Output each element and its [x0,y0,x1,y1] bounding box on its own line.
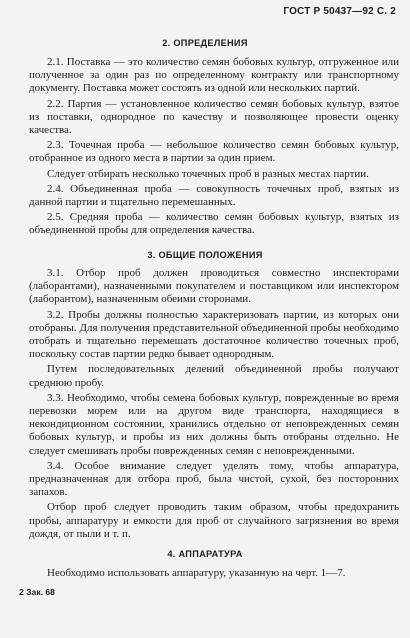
paragraph-2-1: 2.1. Поставка — это количество семян бобовых культур, отгруженное или полученное за один раз по определенному контракту или транспортному документу. Поставка может состоять из одной или нескольких партий. [29,56,399,95]
paragraph-2-4: 2.4. Объединенная проба — совокупность точечных проб, взятых из данной партии и тщательно перемешанных. [29,182,399,209]
page-header: ГОСТ Р 50437—92 С. 2 [283,6,396,17]
paragraph-3-2-note: Путем последовательных делений объединенной пробы получают среднюю пробу. [29,363,399,389]
paragraph-2-2: 2.2. Партия — установленное количество семян бобовых культур, взятое из поставки, однородное по качеству и позволяющее провести оценку качества. [29,97,399,137]
section-body-general [29,267,399,541]
paragraph-3-4: 3.4. Особое внимание следует уделять тому, чтобы аппаратура, предназначенная для отбора проб, была чистой, сухой, без посторонних запахов. [29,459,399,499]
paragraph-3-1: 3.1. Отбор проб должен проводиться совместно инспекторами (лаборантами), назначенными покупателем и поставщиком или инспектором (лаборантом), назначенным обеими сторонами. [29,267,399,306]
paragraph-4: Необходимо использовать аппаратуру, указанную на черт. 1—7. [47,567,346,579]
section-body-definitions [29,56,399,238]
section-body-apparatus [29,567,399,580]
section-heading-definitions: 2. ОПРЕДЕЛЕНИЯ [162,38,248,48]
paragraph-2-3: 2.3. Точечная проба — небольшое количество семян бобовых культур, отобранное из одного места в партии за один прием. [29,139,399,165]
paragraph-3-3: 3.3. Необходимо, чтобы семена бобовых культур, поврежденные во время перевозки морем или на другом виде транспорта, находящиеся в некондиционном состоянии, хранились отдельно от неповрежденных семян бобовых культур, и пробы из них должны быть отобраны отдельно. Не следует смешивать пробы поврежденных семян с неповрежденными. [29,391,399,457]
paragraph-2-3-note: Следует отбирать несколько точечных проб в разных местах партии. [47,167,369,180]
section-heading-general: 3. ОБЩИЕ ПОЛОЖЕНИЯ [147,250,263,260]
paragraph-3-2: 3.2. Пробы должны полностью характеризовать партии, из которых они отобраны. Для получения представительной объединенной пробы необходимо отобрать и тщательно перемешать достаточное количество точечных проб, поскольку состав партии редко бывает однородным. [29,308,399,361]
paragraph-2-5: 2.5. Средняя проба — количество семян бобовых культур, взятых из объединенной пробы для определения качества. [29,211,399,237]
section-heading-apparatus: 4. АППАРАТУРА [167,549,243,559]
page-footer: 2 Зак. 68 [19,587,55,597]
paragraph-3-4-note: Отбор проб следует проводить таким образом, чтобы предохранить пробы, аппаратуру и емкости для проб от случайного загрязнения во время дождя, от пыли и т. п. [29,501,399,540]
